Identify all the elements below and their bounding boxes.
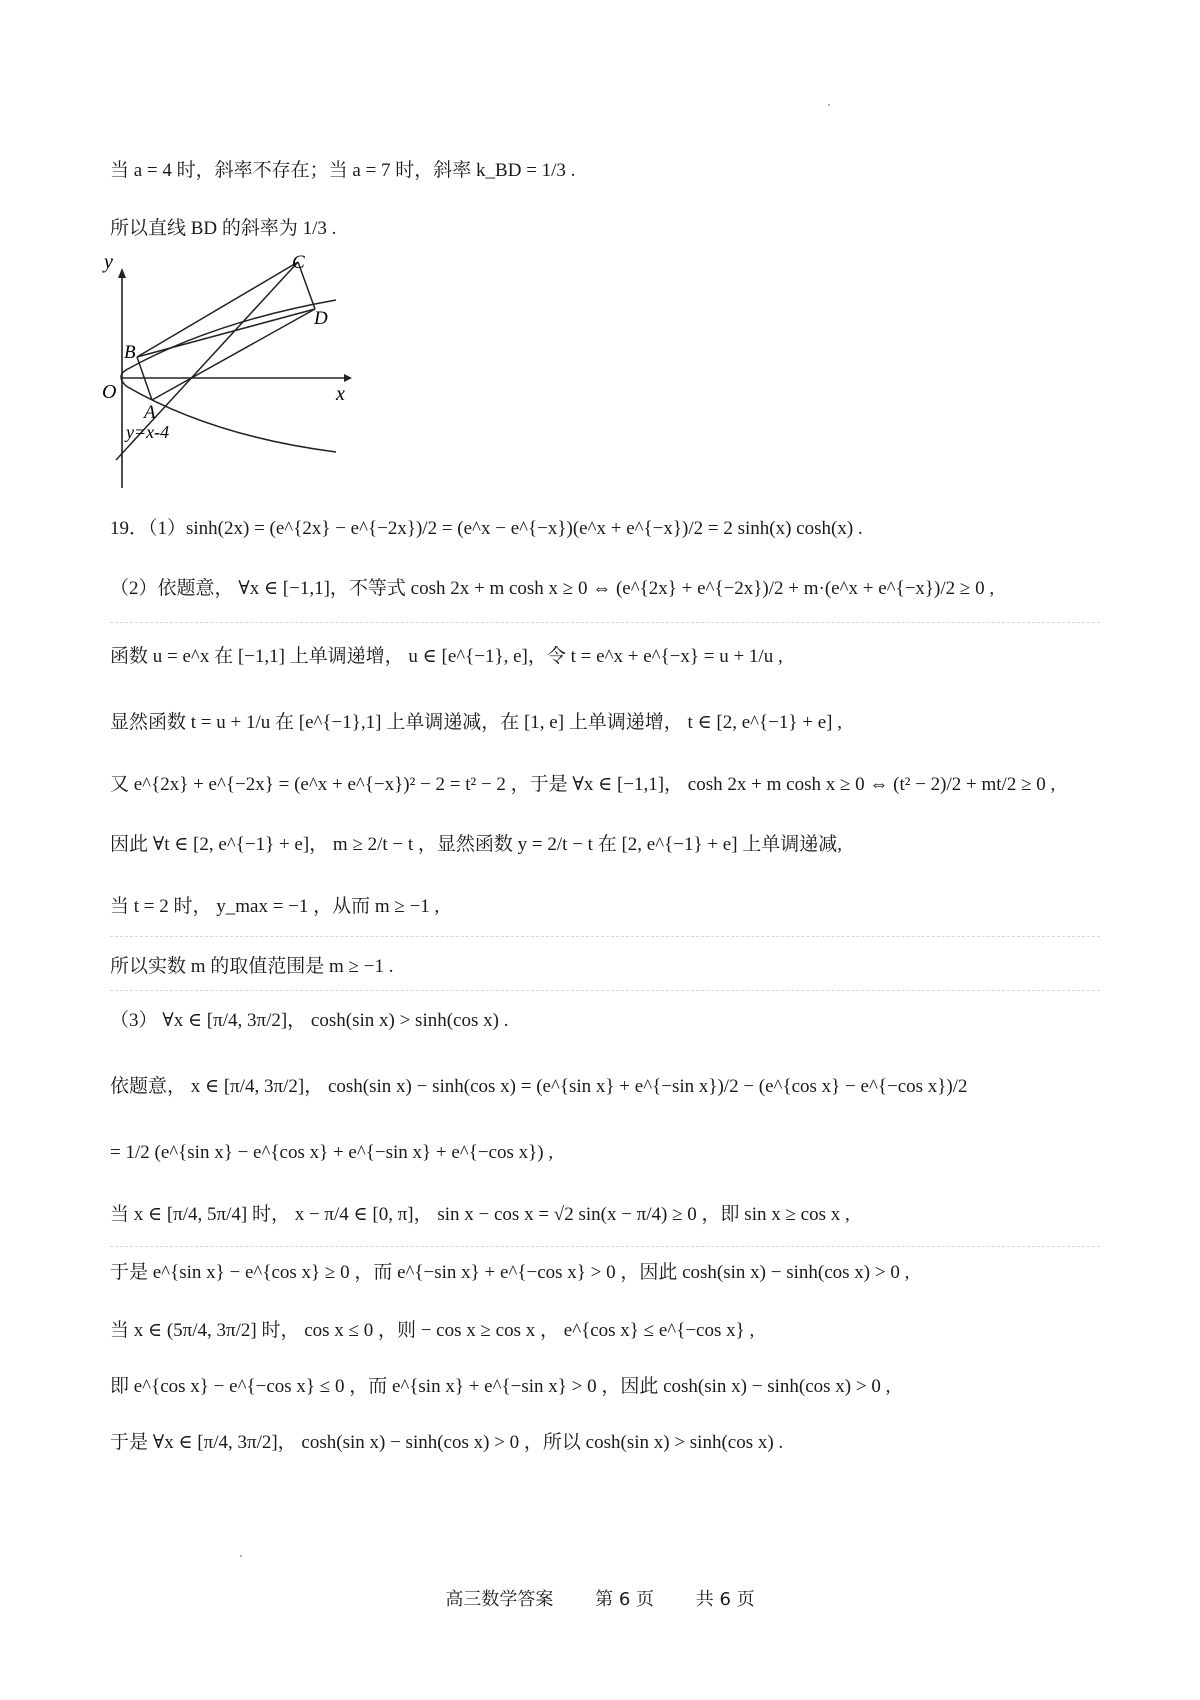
point-b-label: B (124, 342, 136, 363)
x-axis-label: x (336, 383, 345, 405)
part2-line-2: 函数 u = e^x 在 [−1,1] 上单调递增， u ∈ [e^{−1}, e]，令 t = e^x + e^{−x} = u + 1/u , (110, 646, 783, 667)
point-d-label: D (314, 308, 328, 329)
segment-bc (137, 262, 298, 357)
part2-line-1: （2）依题意， ∀x ∈ [−1,1]，不等式 cosh 2x + m cosh x ≥ 0 ⇔ (e^{2x} + e^{−2x})/2 + m·(e^x + e^{−x})/2 ≥ 0 , (110, 578, 995, 599)
slope-conclusion-line: 所以直线 BD 的斜率为 1/3 . (110, 218, 337, 239)
part3-conclusion: 于是 ∀x ∈ [π/4, 3π/2]， cosh(sin x) − sinh(cos x) > 0 ，所以 cosh(sin x) > sinh(cos x) . (110, 1432, 784, 1453)
parabola-figure (102, 251, 378, 496)
part3-line-2: = 1/2 (e^{sin x} − e^{cos x} + e^{−sin x} + e^{−cos x}) , (110, 1142, 554, 1163)
x-axis-arrow (344, 374, 352, 382)
part3-line-6: 即 e^{cos x} − e^{−cos x} ≤ 0 ，而 e^{sin x} + e^{−sin x} > 0 ，因此 cosh(sin x) − sinh(cos x) > 0 , (110, 1376, 891, 1397)
part2-line-6: 当 t = 2 时， y_max = −1 ，从而 m ≥ −1 , (110, 896, 440, 917)
y-axis-arrow (118, 268, 126, 278)
part3-line-1: 依题意， x ∈ [π/4, 3π/2]， cosh(sin x) − sinh(cos x) = (e^{sin x} + e^{−sin x})/2 − (e^{cos x} − e^{−cos x})/2 (110, 1076, 968, 1097)
part2-line-3: 显然函数 t = u + 1/u 在 [e^{−1},1] 上单调递减，在 [1, e] 上单调递增， t ∈ [2, e^{−1} + e] , (110, 712, 842, 733)
segment-bd (137, 309, 315, 357)
segment-ad (152, 309, 315, 400)
slope-cases-line: 当 a = 4 时，斜率不存在；当 a = 7 时，斜率 k_BD = 1/3 . (110, 160, 576, 181)
point-c-label: C (292, 252, 305, 273)
footer-total-pages: 共 6 页 (695, 1589, 755, 1610)
origin-label: O (102, 381, 117, 403)
page-footer (0, 1585, 1200, 1611)
dashed-separator (110, 936, 1100, 937)
problem-19-part1: 19．（1）sinh(2x) = (e^{2x} − e^{−2x})/2 = (e^x − e^{−x})(e^x + e^{−x})/2 = 2 sinh(x) cosh(x) . (110, 518, 863, 539)
part3-statement: （3） ∀x ∈ [π/4, 3π/2]， cosh(sin x) > sinh(cos x) . (110, 1010, 509, 1031)
footer-page-number: 第 6 页 (595, 1589, 654, 1610)
part2-line-4: 又 e^{2x} + e^{−2x} = (e^x + e^{−x})² − 2 = t² − 2 ，于是 ∀x ∈ [−1,1]， cosh 2x + m cosh x ≥ 0 ⇔ (t² − 2)/2 + mt/2 ≥ 0 , (110, 774, 1056, 795)
scan-speck (240, 1555, 242, 1557)
y-axis-label: y (104, 251, 113, 273)
scan-speck (828, 104, 830, 106)
dashed-separator (110, 990, 1100, 991)
part3-line-5: 当 x ∈ (5π/4, 3π/2] 时， cos x ≤ 0 ，则 − cos x ≥ cos x ， e^{cos x} ≤ e^{−cos x} , (110, 1320, 755, 1341)
dashed-separator (110, 1246, 1100, 1247)
part2-line-5: 因此 ∀t ∈ [2, e^{−1} + e]， m ≥ 2/t − t ，显然函数 y = 2/t − t 在 [2, e^{−1} + e] 上单调递减, (110, 834, 843, 855)
part2-conclusion: 所以实数 m 的取值范围是 m ≥ −1 . (110, 956, 394, 977)
part3-line-4: 于是 e^{sin x} − e^{cos x} ≥ 0 ，而 e^{−sin x} + e^{−cos x} > 0 ，因此 cosh(sin x) − sinh(cos x) > 0 , (110, 1262, 910, 1283)
line-equation-label: y=x-4 (126, 422, 170, 442)
dashed-separator (110, 622, 1100, 623)
part3-line-3: 当 x ∈ [π/4, 5π/4] 时， x − π/4 ∈ [0, π]， sin x − cos x = √2 sin(x − π/4) ≥ 0 ，即 sin x ≥ cos x , (110, 1204, 850, 1225)
point-a-label: A (144, 402, 156, 423)
footer-course: 高三数学答案 (445, 1589, 554, 1610)
